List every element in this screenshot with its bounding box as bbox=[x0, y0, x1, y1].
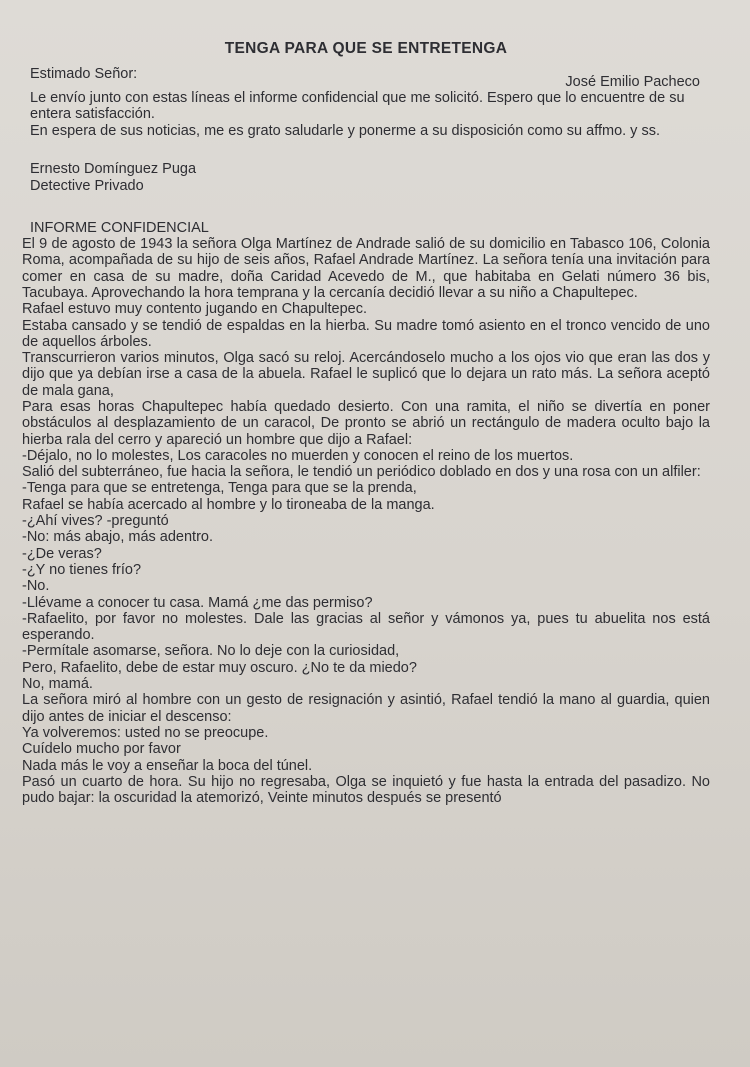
report-line: -¿De veras? bbox=[22, 545, 102, 562]
report-line: -Rafaelito, por favor no molestes. Dale las gracias al señor y vámonos ya, pues tu abuelita nos está esperando. bbox=[22, 610, 710, 644]
report-line: -Tenga para que se entretenga, Tenga para que se la prenda, bbox=[22, 480, 417, 497]
report-line: Cuídelo mucho por favor bbox=[22, 741, 181, 758]
report-line: Salió del subterráneo, fue hacia la señora, le tendió un periódico doblado en dos y una rosa con un alfiler: bbox=[22, 464, 701, 481]
salutation: Estimado Señor: bbox=[30, 66, 138, 82]
report-line: -No: más abajo, más adentro. bbox=[22, 529, 214, 546]
report-line: Ya volveremos: usted no se preocupe. bbox=[22, 724, 269, 741]
report-line: -No. bbox=[22, 578, 50, 595]
report-line: Transcurrieron varios minutos, Olga sacó su reloj. Acercándoselo mucho a los ojos vio que eran las dos y dijo que ya debían irse a casa de la abuela. Rafael le suplicó que lo dejara un rato más. La señora aceptó de mala gana, bbox=[22, 350, 710, 399]
report-line: -Llévame a conocer tu casa. Mamá ¿me das permiso? bbox=[22, 594, 373, 611]
report-line: -¿Y no tienes frío? bbox=[22, 561, 142, 578]
report-line: No, mamá. bbox=[22, 676, 93, 693]
salutation-row bbox=[22, 66, 710, 90]
letter-paragraph: Le envío junto con estas líneas el informe confidencial que me solicitó. Espero que lo encuentre de su entera satisfacción. bbox=[30, 90, 685, 123]
signature-name: Ernesto Domínguez Puga bbox=[30, 161, 197, 178]
report-body bbox=[22, 236, 710, 806]
report-line: -Permítale asomarse, señora. No lo deje con la curiosidad, bbox=[22, 643, 400, 660]
report-heading: INFORME CONFIDENCIAL bbox=[30, 220, 209, 237]
report-line: Rafael estuvo muy contento jugando en Chapultepec. bbox=[22, 301, 368, 318]
signature-role: Detective Privado bbox=[30, 177, 144, 194]
report-line: El 9 de agosto de 1943 la señora Olga Martínez de Andrade salió de su domicilio en Tabasco 106, Colonia Roma, acompañada de su hijo de seis años, Rafael Andrade Martínez. La señora tenía una invitación para comer en casa de su madre, doña Caridad Acevedo de M., que habitaba en Gelati número 36 bis, Tacubaya. Aprovechando la hora temprana y la cercanía decidió llevar a su niño a Chapultepec. bbox=[22, 236, 710, 301]
report-line: -Déjalo, no lo molestes, Los caracoles no muerden y conocen el reino de los muertos. bbox=[22, 447, 574, 464]
letter-paragraph: En espera de sus noticias, me es grato saludarle y ponerme a su disposición como su affmo. y ss. bbox=[30, 122, 660, 139]
report-line: Nada más le voy a enseñar la boca del túnel. bbox=[22, 757, 313, 774]
report-line: La señora miró al hombre con un gesto de resignación y asintió, Rafael tendió la mano al guardia, quien dijo antes de iniciar el descenso: bbox=[22, 692, 710, 725]
report-line: Rafael se había acercado al hombre y lo tironeaba de la manga. bbox=[22, 496, 435, 513]
report-line: -¿Ahí vives? -preguntó bbox=[22, 513, 169, 530]
report-line: Para esas horas Chapultepec había quedado desierto. Con una ramita, el niño se divertía en poner obstáculos al desplazamiento de un caracol, De pronto se abrió un rectángulo de madera oculto bajo la hierba rala del cerro y apareció un hombre que dijo a Rafael: bbox=[22, 399, 710, 448]
author-name: José Emilio Pacheco bbox=[565, 74, 700, 90]
report-line: Estaba cansado y se tendió de espaldas en la hierba. Su madre tomó asiento en el tronco vencido de uno de aquellos árboles. bbox=[22, 317, 710, 350]
report-line: Pero, Rafaelito, debe de estar muy oscuro. ¿No te da miedo? bbox=[22, 659, 417, 676]
report-line: Pasó un cuarto de hora. Su hijo no regresaba, Olga se inquietó y fue hasta la entrada del pasadizo. No pudo bajar: la oscuridad la atemorizó, Veinte minutos después se presentó bbox=[22, 773, 710, 807]
document-title: TENGA PARA QUE SE ENTRETENGA bbox=[224, 40, 508, 57]
